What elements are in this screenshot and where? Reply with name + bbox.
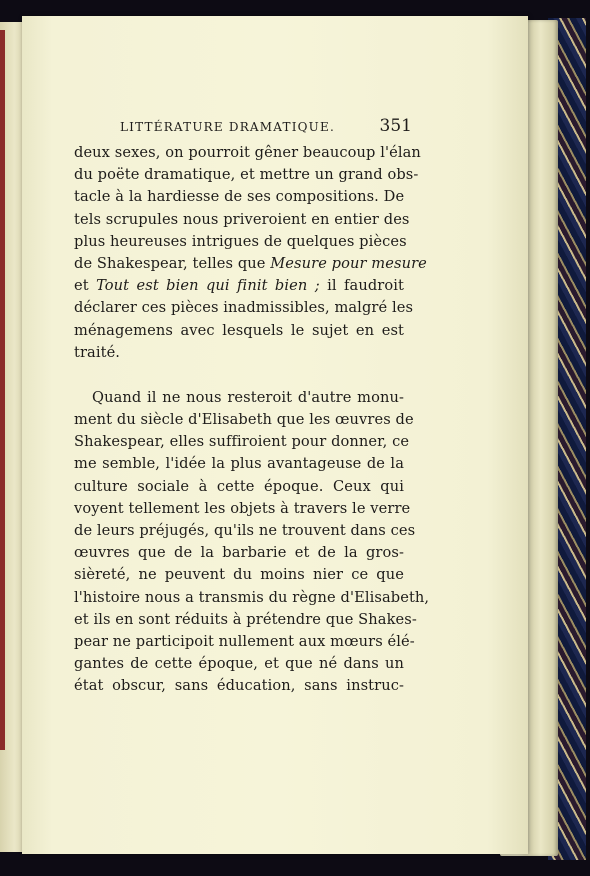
text-line: Shakespear, elles suffiroient pour donner, ce bbox=[74, 433, 410, 451]
running-head bbox=[74, 116, 412, 140]
text-line: ménagemens avec lesquels le sujet en est bbox=[74, 321, 404, 339]
page-number: 351 bbox=[379, 116, 412, 136]
text-line: tels scrupules nous priveroient en entier des bbox=[74, 210, 410, 228]
text-line: traité. bbox=[74, 343, 121, 361]
text-line: Quand il ne nous resteroit d'autre monu- bbox=[92, 388, 404, 406]
text-line bbox=[74, 275, 404, 297]
text-line bbox=[74, 253, 427, 275]
text-line: culture sociale à cette époque. Ceux qui bbox=[74, 477, 404, 495]
running-head-title: LITTÉRATURE DRAMATIQUE. bbox=[120, 120, 335, 134]
paragraph-1 bbox=[74, 142, 427, 364]
paragraph-2 bbox=[74, 387, 430, 698]
text-line: me semble, l'idée la plus avantageuse de la bbox=[74, 455, 404, 473]
text-line: de leurs préjugés, qu'ils ne trouvent dans ces bbox=[74, 522, 416, 539]
text-line: déclarer ces pièces inadmissibles, malgré les bbox=[74, 299, 414, 317]
text-line: gantes de cette époque, et que né dans un bbox=[74, 655, 404, 673]
text-line: voyent tellement les objets à travers le verre bbox=[74, 499, 411, 517]
text-line: sièreté, ne peuvent du moins nier ce que bbox=[74, 566, 404, 584]
text-run: de Shakespear, telles que bbox=[74, 254, 266, 272]
play-title: Tout est bien qui finit bien ; bbox=[96, 277, 320, 295]
text-line: deux sexes, on pourroit gêner beaucoup l'élan bbox=[74, 144, 421, 161]
book-page bbox=[22, 16, 528, 854]
text-line: plus heureuses intrigues de quelques pièces bbox=[74, 232, 407, 250]
left-page-red-edge bbox=[0, 30, 5, 750]
text-line: du poëte dramatique, et mettre un grand obs- bbox=[74, 166, 419, 184]
text-line: œuvres que de la barbarie et de la gros- bbox=[74, 544, 404, 562]
text-line: état obscur, sans éducation, sans instruc- bbox=[74, 677, 404, 695]
play-title: Mesure pour mesure bbox=[270, 254, 427, 272]
text-line: l'histoire nous a transmis du règne d'Elisabeth, bbox=[74, 588, 430, 606]
text-line: et ils en sont réduits à prétendre que Shakes- bbox=[74, 610, 417, 628]
page-text-block bbox=[74, 116, 430, 698]
text-line: ment du siècle d'Elisabeth que les œuvres de bbox=[74, 411, 414, 429]
text-run: il faudroit bbox=[327, 277, 404, 295]
text-line: pear ne participoit nullement aux mœurs élé- bbox=[74, 632, 415, 650]
text-line: tacle à la hardiesse de ses compositions. De bbox=[74, 188, 405, 206]
text-run: et bbox=[74, 277, 89, 295]
